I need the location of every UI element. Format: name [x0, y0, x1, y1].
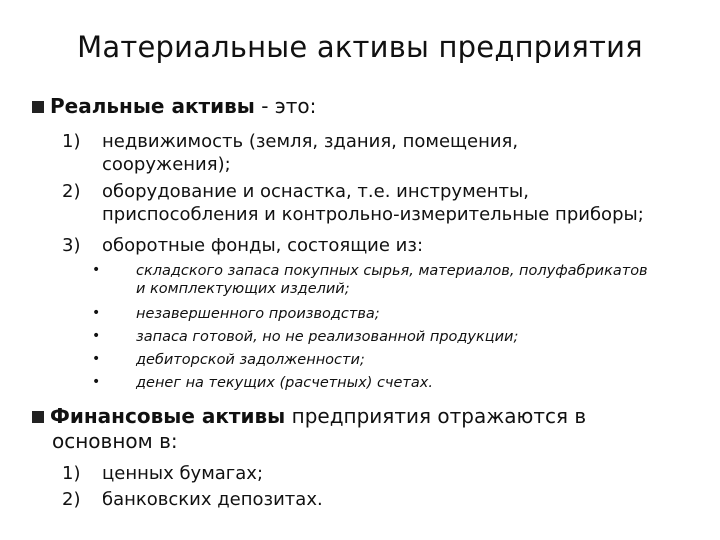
- list-text-cont: приспособления и контрольно-измерительные приборы;: [102, 204, 644, 225]
- bullet-dot-icon: •: [92, 374, 101, 390]
- bullet-text: незавершенного производства;: [136, 306, 380, 322]
- list-text: оборотные фонды, состоящие из:: [102, 235, 424, 256]
- bullet-text: складского запаса покупных сырья, материалов, полуфабрикатов: [136, 263, 648, 279]
- square-bullet-icon: [32, 101, 44, 113]
- list-text: недвижимость (земля, здания, помещения,: [102, 131, 519, 152]
- list-text: оборудование и оснастка, т.е. инструменты,: [102, 181, 529, 202]
- section-heading-bold: Реальные активы: [50, 94, 255, 118]
- section-heading-rest: - это:: [254, 94, 317, 118]
- square-bullet-icon: [32, 411, 44, 423]
- bullet-dot-icon: •: [92, 262, 101, 278]
- list-number: 1): [62, 131, 81, 152]
- bullet-text: денег на текущих (расчетных) счетах.: [136, 375, 433, 391]
- section-heading-cont: основном в:: [52, 429, 178, 453]
- section-heading-bold: Финансовые активы: [50, 404, 286, 428]
- page-title: Материальные активы предприятия: [77, 30, 643, 64]
- bullet-text-cont: и комплектующих изделий;: [136, 281, 350, 297]
- bullet-text: дебиторской задолженности;: [136, 352, 365, 368]
- list-number: 1): [62, 463, 81, 484]
- section-real-assets: [32, 94, 316, 119]
- list-number: 2): [62, 181, 81, 202]
- bullet-dot-icon: •: [92, 351, 101, 367]
- list-number: 3): [62, 235, 81, 256]
- list-text-cont: сооружения);: [102, 154, 231, 175]
- list-text: банковских депозитах.: [102, 489, 323, 510]
- list-text: ценных бумагах;: [102, 463, 264, 484]
- section-heading-rest: предприятия отражаются в: [285, 404, 587, 428]
- bullet-dot-icon: •: [92, 305, 101, 321]
- list-number: 2): [62, 489, 81, 510]
- bullet-dot-icon: •: [92, 328, 101, 344]
- section-financial-assets: [32, 404, 692, 454]
- bullet-text: запаса готовой, но не реализованной продукции;: [136, 329, 519, 345]
